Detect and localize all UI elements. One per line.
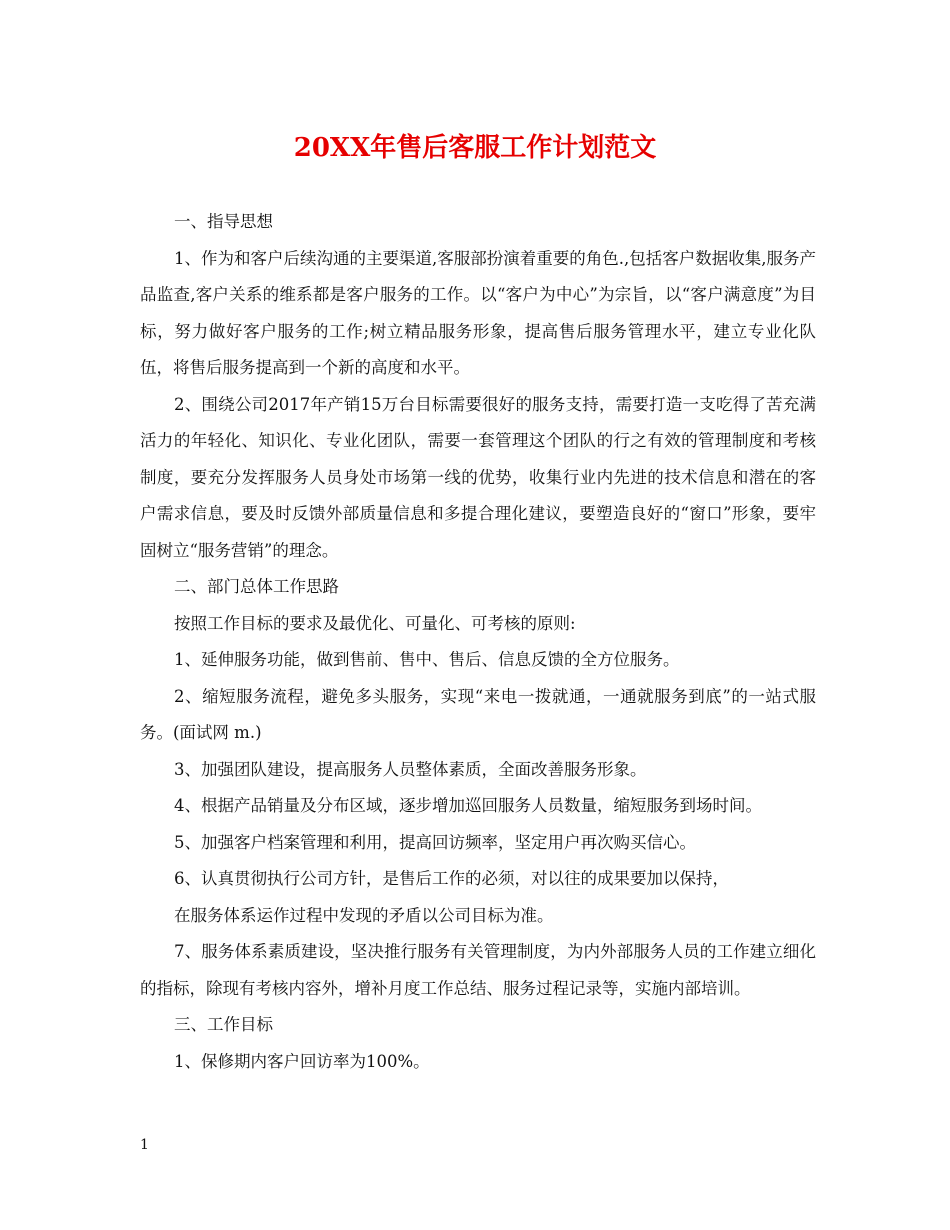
section-heading-work-approach: 二、部门总体工作思路 <box>174 577 339 596</box>
list-item-1: 1、延伸服务功能，做到售前、售中、售后、信息反馈的全方位服务。 <box>174 650 680 669</box>
paragraph-1: 1、作为和客户后续沟通的主要渠道,客服部扮演着重要的角色.,包括客户数据收集,服务产品监查,客户关系的维系都是客户服务的工作。以“客户为中心”为宗旨，以“客户满意度”为目标，努力做好客户服务的工作;树立精品服务形象，提高售后服务管理水平，建立专业化队伍，将售后服务提高到一个新的高度和水平。 <box>140 248 816 377</box>
list-item-2: 2、缩短服务流程，避免多头服务，实现“来电一拨就通，一通就服务到底”的一站式服务。(面试网 m.) <box>140 686 816 742</box>
list-item-6-continued: 在服务体系运作过程中发现的矛盾以公司目标为准。 <box>174 905 554 925</box>
section-heading-guiding-thought: 一、指导思想 <box>174 212 273 231</box>
document-body <box>140 204 816 1080</box>
list-item-3: 3、加强团队建设，提高服务人员整体素质，全面改善服务形象。 <box>174 759 647 779</box>
list-item-5: 5、加强客户档案管理和利用，提高回访频率，坚定用户再次购买信心。 <box>174 832 696 852</box>
list-item-7: 7、服务体系素质建设，坚决推行服务有关管理制度，为内外部服务人员的工作建立细化的指标，除现有考核内容外，增补月度工作总结、服务过程记录等，实施内部培训。 <box>140 942 816 998</box>
document-title: 20XX年售后客服工作计划范文 <box>293 133 657 163</box>
paragraph-2: 2、围绕公司2017年产销15万台目标需要很好的服务支持，需要打造一支吃得了苦充满活力的年轻化、知识化、专业化团队，需要一套管理这个团队的行之有效的管理制度和考核制度，要充分发挥服务人员身处市场第一线的优势，收集行业内先进的技术信息和潜在的客户需求信息，要及时反馈外部质量信息和多提合理化建议，要塑造良好的“窗口”形象，要牢固树立“服务营销”的理念。 <box>140 394 816 560</box>
list-item-6: 6、认真贯彻执行公司方针，是售后工作的必须，对以往的成果要加以保持， <box>174 869 729 888</box>
goal-item-1: 1、保修期内客户回访率为100%。 <box>174 1051 430 1071</box>
page-number: 1 <box>140 1137 149 1153</box>
list-item-4: 4、根据产品销量及分布区域，逐步增加巡回服务人员数量，缩短服务到场时间。 <box>174 796 762 815</box>
paragraph-principles: 按照工作目标的要求及最优化、可量化、可考核的原则: <box>174 613 576 633</box>
section-heading-work-goals: 三、工作目标 <box>174 1015 273 1034</box>
